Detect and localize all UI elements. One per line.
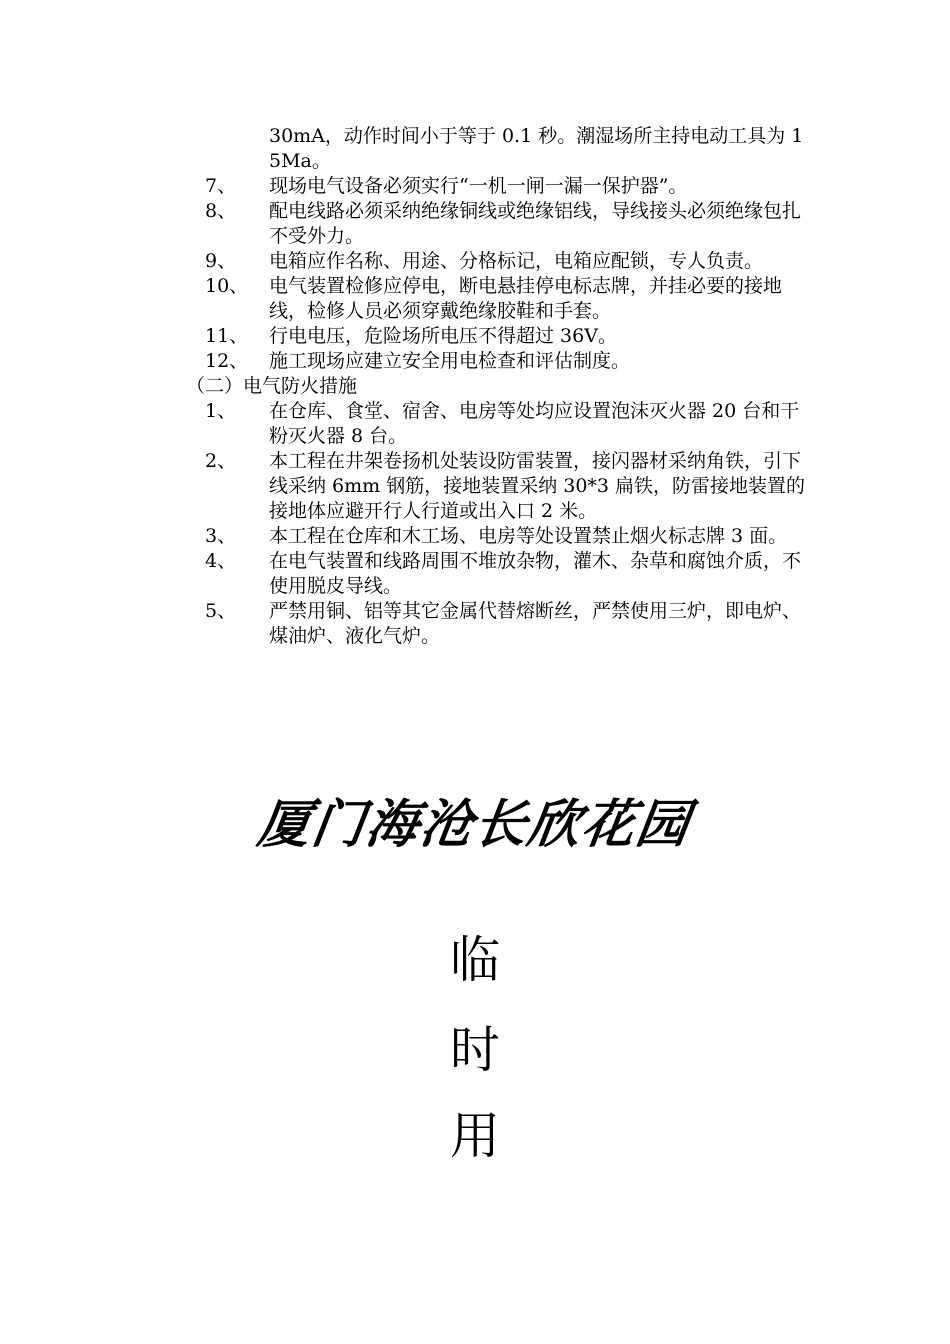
content-list [0,124,950,649]
item-text: 本工程在仓库和木工场、电房等处设置禁止烟火标志牌 3 面。 [269,525,788,547]
list-item [0,324,950,349]
item-number: 8、 [205,200,237,222]
section-heading: （二）电气防火措施 [186,375,358,397]
list-item [0,599,950,649]
item-number: 7、 [205,175,237,197]
item-number: 5、 [205,600,237,622]
item-number: 2、 [205,450,237,472]
list-item [0,549,950,599]
list-item [0,249,950,274]
item-text: 电箱应作名称、用途、分格标记，电箱应配锁，专人负责。 [269,250,764,272]
item-number: 3、 [205,525,237,547]
item-text: 施工现场应建立安全用电检查和评估制度。 [269,350,631,372]
item-number: 4、 [205,550,237,572]
list-item-continuation [0,124,950,174]
item-text: 本工程在井架卷扬机处装设防雷装置，接闪器材采纳角铁，引下线采纳 6mm 钢筋，接地装置采纳 30*3 扁铁，防雷接地装置的接地体应避开行人行道或出入口 2 米。 [269,450,806,522]
item-text: 在电气装置和线路周围不堆放杂物，灌木、杂草和腐蚀介质，不使用脱皮导线。 [269,550,802,597]
list-item [0,199,950,249]
item-text: 电气装置检修应停电，断电悬挂停电标志牌，并挂必要的接地线，检修人员必须穿戴绝缘胶鞋和手套。 [269,275,783,322]
item-text: 配电线路必须采纳绝缘铜线或绝缘铝线，导线接头必须绝缘包扎不受外力。 [269,200,802,247]
list-item [0,349,950,374]
item-text: 严禁用铜、铝等其它金属代替熔断丝，严禁使用三炉，即电炉、煤油炉、液化气炉。 [269,600,802,647]
cover-vertical-char: 时 [450,1021,500,1079]
item-text: 现场电气设备必须实行“一机一闸一漏一保护器”。 [269,175,688,197]
cover-vertical-char: 临 [450,931,500,989]
list-item [0,449,950,524]
list-item [0,524,950,549]
cover-vertical-char: 用 [450,1107,500,1165]
cover-title: 厦门海沧长欣花园 [253,795,695,855]
item-number: 1、 [205,400,237,422]
item-text: 行电电压，危险场所电压不得超过 36V。 [269,325,617,347]
item-text: 在仓库、食堂、宿舍、电房等处均应设置泡沫灭火器 20 台和干粉灭火器 8 台。 [269,400,800,447]
item-number: 10、 [205,275,249,297]
item-number: 12、 [205,350,249,372]
item-number: 9、 [205,250,237,272]
continuation-text: 30mA，动作时间小于等于 0.1 秒。潮湿场所主持电动工具为 15Ma。 [269,125,804,172]
item-number: 11、 [205,325,249,347]
list-item [0,174,950,199]
list-item [0,274,950,324]
list-item [0,399,950,449]
